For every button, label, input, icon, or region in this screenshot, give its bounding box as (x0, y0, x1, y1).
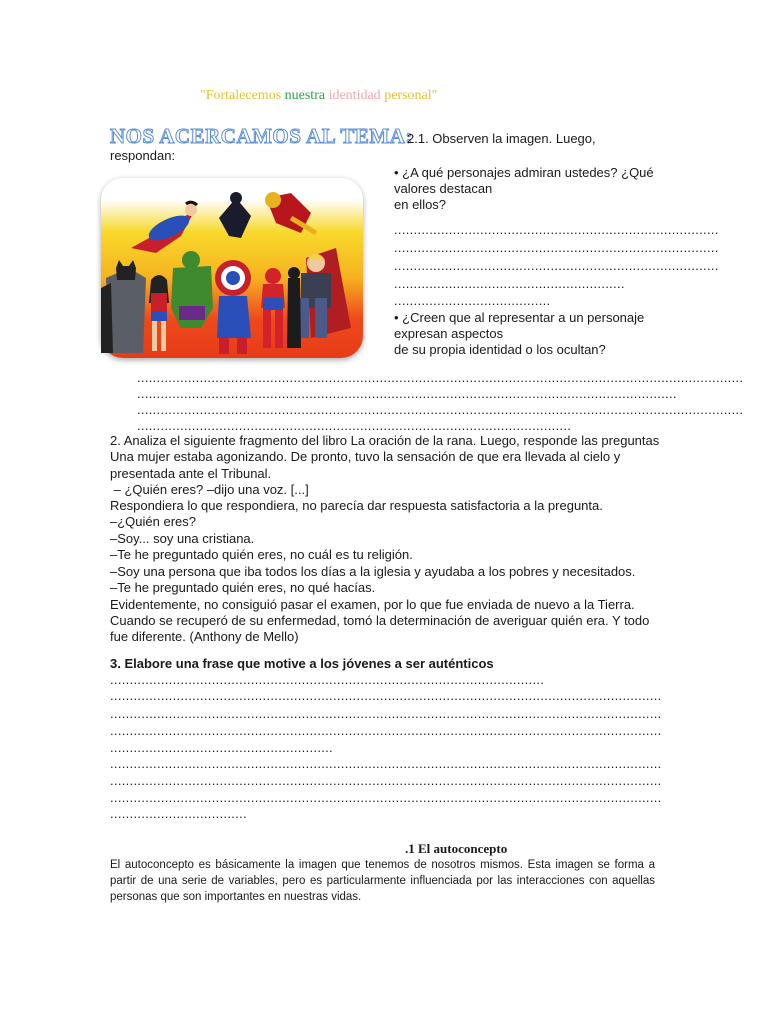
answer-line[interactable]: ............................................................................................................................................. (110, 706, 662, 721)
answer-line[interactable]: ........................................................................................................................................................... (137, 370, 744, 385)
answer-line[interactable]: ................................................................................... (394, 222, 719, 237)
text-line: Respondiera lo que respondiera, no parecía dar respuesta satisfactoria a la pregunta. (110, 498, 603, 513)
superheroes-image (101, 178, 363, 358)
hulk-figure (171, 251, 213, 328)
answer-line[interactable]: ............................................................................................................................................. (110, 790, 662, 805)
title-word-nuestra: nuestra (284, 88, 326, 103)
text-line: Evidentemente, no consiguió pasar el examen, por lo que fue enviada de nuevo a la Tierra. (110, 597, 635, 612)
title-open-quote: " (200, 88, 206, 103)
text-line: Cuando se recuperó de su enfermedad, tomó la determinación de averiguar quién era. Y todo (110, 613, 650, 628)
text-line: – ¿Quién eres? –dijo una voz. [...] (110, 482, 309, 497)
section1-intro-cont: respondan: (110, 148, 176, 163)
answer-line[interactable]: ........................................................... (394, 276, 625, 291)
iron-man-figure (265, 192, 316, 233)
answer-line[interactable]: ............................................................................................................................................. (110, 773, 662, 788)
black-panther-figure (219, 192, 251, 238)
question2-line2: expresan aspectos (394, 326, 504, 341)
section1-intro: 2.1. Observen la imagen. Luego, (407, 131, 596, 146)
answer-line[interactable]: ................................................................................... (394, 240, 719, 255)
text-line: –Te he preguntado quién eres, no qué hacías. (110, 580, 376, 595)
answer-line[interactable]: ........................................ (394, 293, 551, 308)
section3-heading: 3. Elabore una frase que motive a los jóvenes a ser auténticos (110, 656, 494, 671)
text-line: –Soy una persona que iba todos los días a la iglesia y ayudaba a los pobres y necesitados. (110, 564, 636, 579)
title-word-personal: personal (384, 88, 432, 103)
text-line: –Soy... soy una cristiana. (110, 531, 255, 546)
answer-line[interactable]: ......................................................... (110, 740, 333, 755)
question2-line1: • ¿Creen que al representar a un personaje (394, 310, 645, 325)
answer-line[interactable]: ................................................................................... (394, 258, 719, 273)
answer-line[interactable]: .......................................................................................................................................... (137, 386, 677, 401)
answer-line[interactable]: ............................................................................................................................................. (110, 688, 662, 703)
question2-line3: de su propia identidad o los ocultan? (394, 342, 606, 357)
section-heading-acercamos: NOS ACERCAMOS AL TEMA: (110, 124, 413, 148)
section4-heading: .1 El autoconcepto (405, 841, 508, 856)
superman-figure (131, 202, 197, 253)
captain-america-figure (215, 260, 251, 354)
superheroes-illustration-icon (101, 178, 363, 358)
title-close-quote: " (431, 88, 438, 103)
autoconcepto-paragraph: El autoconcepto es básicamente la imagen que tenemos de nosotros mismos. Esta imagen se forma a partir de una serie de variables, pero es particularmente influenciada por las interacciones con aquellas personas que son importantes en nuestras vidas. (110, 859, 655, 903)
spider-man-figure (261, 268, 285, 348)
answer-line[interactable]: ............................................................................................................... (137, 418, 572, 433)
answer-line[interactable]: ................................... (110, 806, 247, 821)
question1-line1: • ¿A qué personajes admiran ustedes? ¿Qué (394, 165, 654, 180)
text-line: –Te he preguntado quién eres, no cuál es tu religión. (110, 547, 413, 562)
document-title (200, 88, 437, 104)
question1-line2: valores destacan (394, 181, 493, 196)
catwoman-figure (287, 267, 301, 348)
text-line: fue diferente. (Anthony de Mello) (110, 629, 299, 644)
wonder-woman-figure (149, 275, 169, 351)
batman-figure (101, 260, 146, 353)
text-line: –¿Quién eres? (110, 514, 196, 529)
text-line: presentada ante el Tribunal. (110, 466, 272, 481)
title-word-identidad: identidad (328, 88, 381, 103)
question1-line3: en ellos? (394, 197, 447, 212)
answer-line[interactable]: ........................................................................................................................................................... (137, 402, 744, 417)
text-line: Una mujer estaba agonizando. De pronto, tuvo la sensación de que era llevada al cielo y (110, 449, 621, 464)
section2-heading: 2. Analiza el siguiente fragmento del libro La oración de la rana. Luego, responde las preguntas (110, 433, 660, 448)
answer-line[interactable]: ............................................................................................................................................. (110, 756, 662, 771)
thor-figure (297, 248, 351, 338)
answer-line[interactable]: ............................................................................................................... (110, 672, 545, 687)
title-word-fortalecemos: Fortalecemos (205, 88, 282, 103)
answer-line[interactable]: ............................................................................................................................................. (110, 723, 662, 738)
